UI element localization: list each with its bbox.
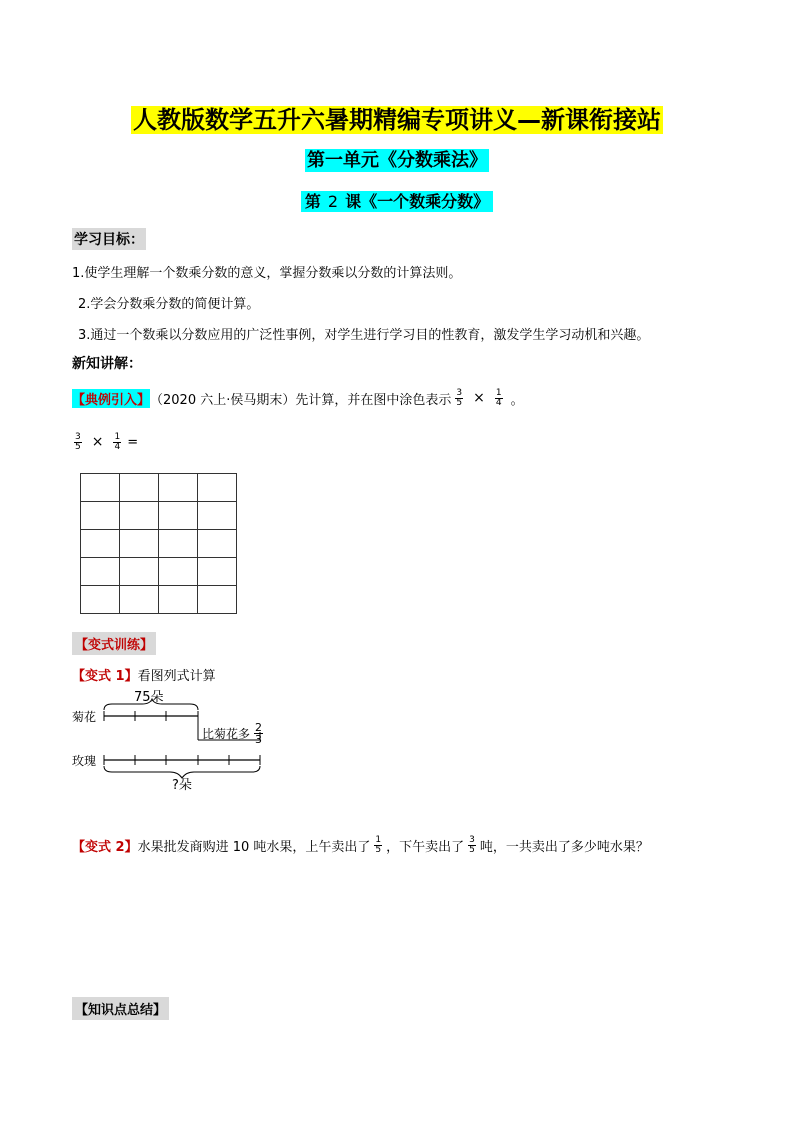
objective-item-1: 1.使学生理解一个数乘分数的意义，掌握分数乘以分数的计算法则。 <box>72 266 462 281</box>
variant-2-tag-close: 】 <box>124 839 138 855</box>
example-tag: 【典例引入】 <box>72 389 150 408</box>
page-title <box>0 100 794 135</box>
variant-1-line <box>72 665 216 684</box>
grid-cell[interactable] <box>159 558 198 586</box>
variant-2-fraction-2-num: 3 <box>469 834 475 845</box>
grid-cell[interactable] <box>159 530 198 558</box>
eq-fraction-b <box>113 433 121 452</box>
variant-1-text: 看图列式计算 <box>137 669 216 684</box>
grid-cell[interactable] <box>198 474 237 502</box>
variant-1-tag <box>72 669 138 684</box>
compare-fraction-num: 2 <box>255 721 263 734</box>
variant-2-line <box>72 832 649 858</box>
grid-cell[interactable] <box>159 586 198 614</box>
grid-cell[interactable] <box>120 530 159 558</box>
grid-cell[interactable] <box>120 502 159 530</box>
grid-cell[interactable] <box>81 558 120 586</box>
eq-equals: = <box>127 434 139 450</box>
grid-cell[interactable] <box>198 586 237 614</box>
row-label-rose: 玫瑰 <box>72 754 97 768</box>
eq-fraction-a-num: 3 <box>75 431 81 442</box>
variant-1-tag-close: 】 <box>124 669 138 684</box>
objectives-heading: 学习目标： <box>72 228 146 250</box>
eq-times-sign: × <box>91 434 104 450</box>
variant-2-tag-open: 【变式 <box>72 839 116 855</box>
lesson-title <box>0 189 794 212</box>
fraction-b-den: 4 <box>495 397 502 408</box>
compare-text: 比菊花多 <box>202 727 251 741</box>
eq-fraction-a-den: 5 <box>75 441 81 452</box>
variant-1-number: 1 <box>115 669 125 684</box>
fraction-a <box>455 389 463 408</box>
variant-2-tag <box>72 836 138 855</box>
bottom-label: ?朵 <box>172 778 192 793</box>
bar-diagram <box>72 690 292 793</box>
grid-cell[interactable] <box>198 558 237 586</box>
lesson-prefix: 第 <box>304 192 321 211</box>
example-line <box>72 386 524 410</box>
top-label: 75朵 <box>134 690 164 705</box>
fraction-b-num: 1 <box>495 387 502 398</box>
variant-2-fraction-1-num: 1 <box>375 834 382 845</box>
variant-2-fraction-1-den: 5 <box>375 844 382 855</box>
grid-row <box>81 530 237 558</box>
variant-2-text-c: 吨，一共卖出了多少吨水果？ <box>479 839 649 855</box>
fraction-a-den: 5 <box>456 397 463 408</box>
fraction-a-num: 3 <box>456 387 463 398</box>
variant-2-number: 2 <box>115 839 125 855</box>
compare-label <box>202 722 267 745</box>
variant-heading: 【变式训练】 <box>72 632 156 655</box>
variant-2-text-a: 水果批发商购进 10 吨水果，上午卖出了 <box>137 839 371 855</box>
compare-fraction <box>254 722 263 745</box>
lesson-title-text <box>301 191 493 212</box>
unit-title <box>0 146 794 172</box>
example-end: 。 <box>510 392 524 408</box>
eq-fraction-b-den: 4 <box>114 441 121 452</box>
grid-cell[interactable] <box>159 474 198 502</box>
times-sign: × <box>473 390 485 406</box>
page-title-text: 人教版数学五升六暑期精编专项讲义—新课衔接站 <box>133 106 661 134</box>
row-label-chrysanthemum: 菊花 <box>72 710 97 724</box>
grid-row <box>81 586 237 614</box>
variant-2-fraction-2 <box>468 836 476 855</box>
summary-heading: 【知识点总结】 <box>72 997 169 1020</box>
grid-table[interactable] <box>80 473 237 614</box>
objective-item-2: 2.学会分数乘分数的简便计算。 <box>78 297 260 312</box>
lesson-number: 2 <box>327 192 339 211</box>
grid-cell[interactable] <box>159 502 198 530</box>
variant-2-text-b: ，下午卖出了 <box>386 839 465 855</box>
grid-row <box>81 558 237 586</box>
grid-cell[interactable] <box>81 586 120 614</box>
equation-line <box>70 430 138 454</box>
grid-cell[interactable] <box>120 586 159 614</box>
grid-cell[interactable] <box>198 530 237 558</box>
grid-row <box>81 474 237 502</box>
grid-cell[interactable] <box>81 502 120 530</box>
grid-cell[interactable] <box>120 474 159 502</box>
grid-row <box>81 502 237 530</box>
lesson-suffix: 课《一个数乘分数》 <box>345 192 490 211</box>
objective-item-3: 3.通过一个数乘以分数应用的广泛性事例，对学生进行学习目的性教育，激发学生学习动机和兴趣。 <box>78 328 650 343</box>
eq-fraction-a <box>74 433 82 452</box>
variant-2-fraction-1 <box>374 836 382 855</box>
example-text: （2020 六上·侯马期末）先计算，并在图中涂色表示 <box>150 392 452 408</box>
compare-fraction-den: 3 <box>255 733 263 746</box>
eq-fraction-b-num: 1 <box>114 431 121 442</box>
grid-cell[interactable] <box>198 502 237 530</box>
new-knowledge-heading: 新知讲解： <box>72 356 142 372</box>
unit-title-text: 第一单元《分数乘法》 <box>307 150 487 171</box>
fraction-b <box>495 389 503 408</box>
variant-2-fraction-2-den: 5 <box>469 844 475 855</box>
variant-1-tag-open: 【变式 <box>72 669 116 684</box>
grid-cell[interactable] <box>120 558 159 586</box>
grid-cell[interactable] <box>81 474 120 502</box>
shading-grid[interactable] <box>80 473 237 614</box>
grid-cell[interactable] <box>81 530 120 558</box>
